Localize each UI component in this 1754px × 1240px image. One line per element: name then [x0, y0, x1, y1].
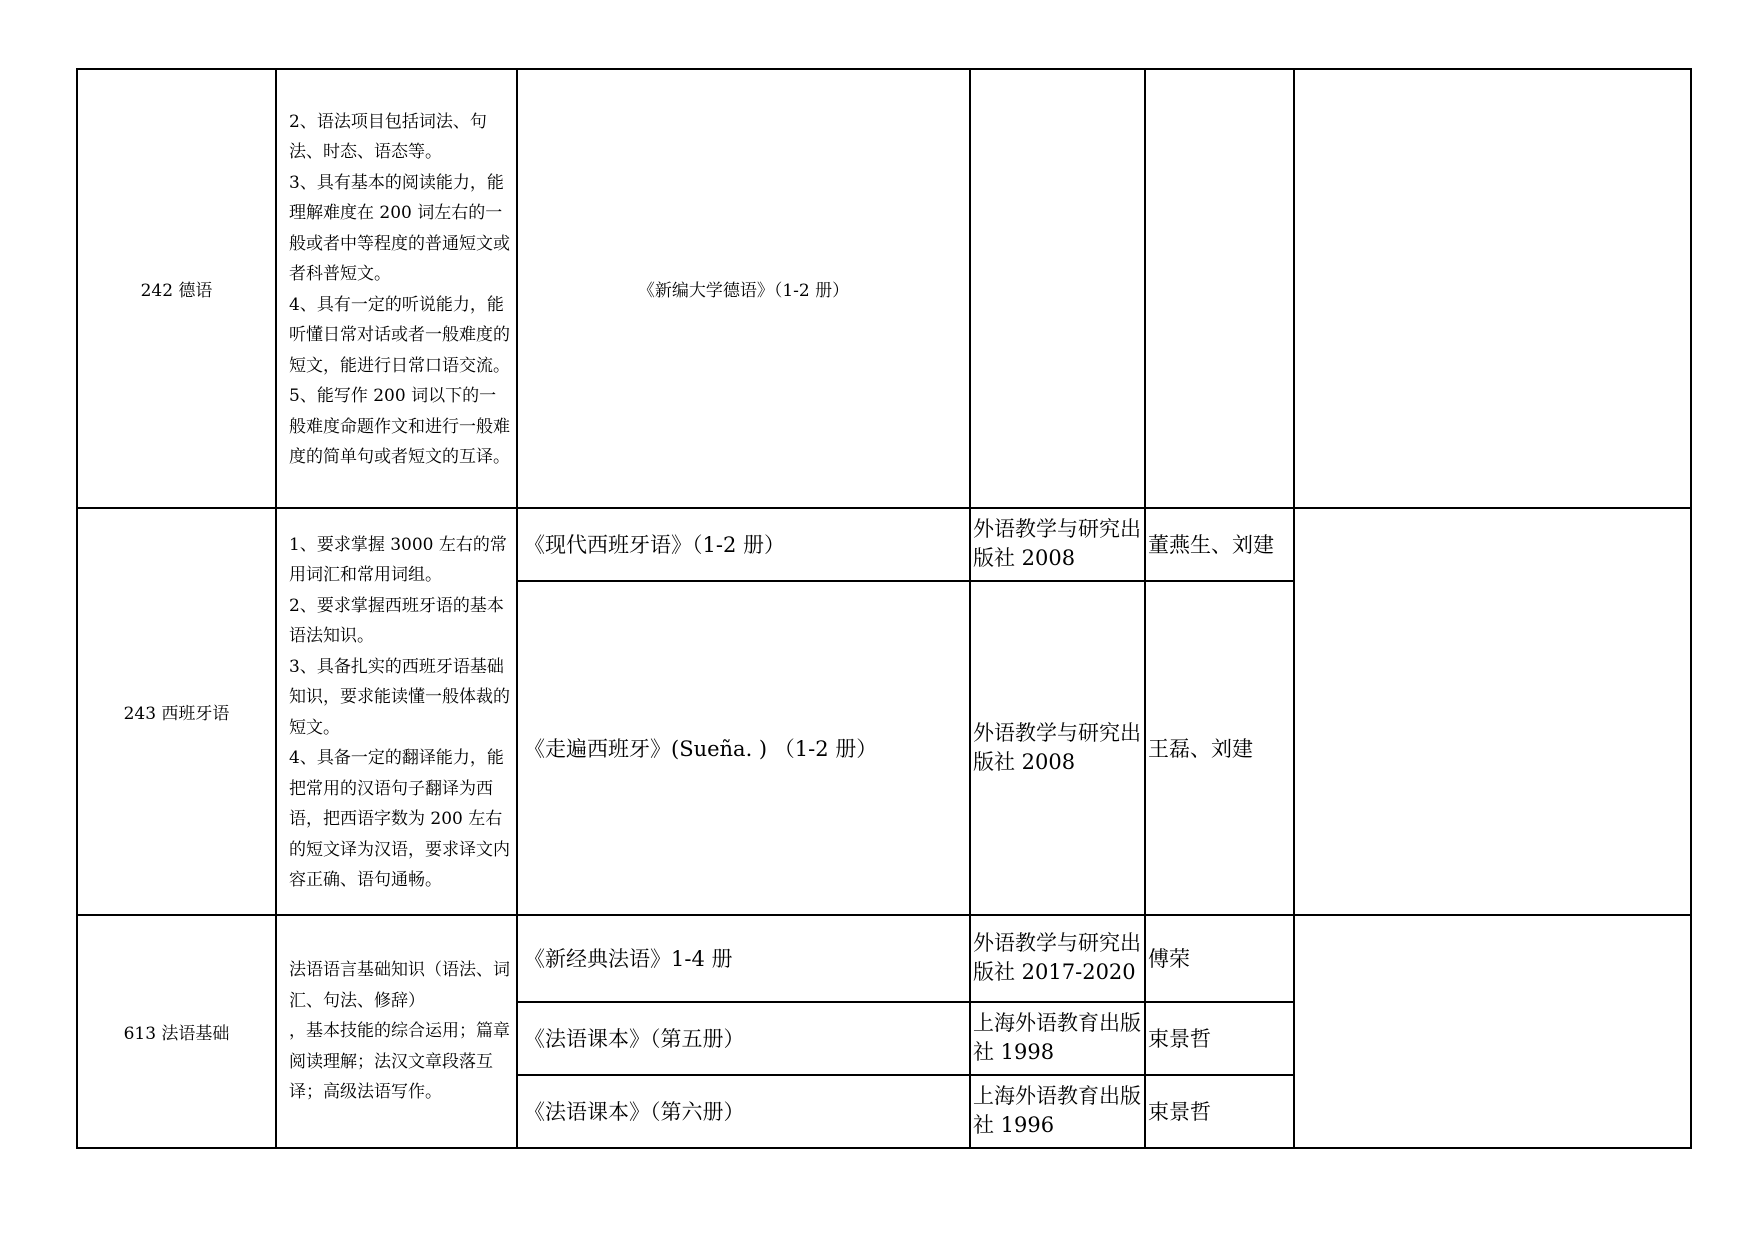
requirement-item: 法语语言基础知识（语法、词汇、句法、修辞）	[289, 960, 510, 1011]
requirements-cell	[276, 508, 517, 915]
book-title-cell: 《法语课本》（第六册）	[517, 1075, 970, 1148]
book-title-cell: 《法语课本》（第五册）	[517, 1002, 970, 1075]
book-title-cell: 《现代西班牙语》（1-2 册）	[517, 508, 970, 581]
requirement-item: 2、要求掌握西班牙语的基本语法知识。	[289, 595, 504, 647]
requirements-cell	[276, 69, 517, 508]
requirement-item: ，基本技能的综合运用；篇章阅读理解；法汉文章段落互译；高级法语写作。	[289, 1021, 510, 1103]
table-row-spanish-1	[77, 508, 1691, 581]
requirements-cell	[276, 915, 517, 1148]
table-row-german	[77, 69, 1691, 508]
publisher-cell	[970, 69, 1145, 508]
requirement-item: 4、具备一定的翻译能力，能把常用的汉语句子翻译为西语，把西语字数为 200 左右的短文译为汉语，要求译文内容正确、语句通畅。	[289, 748, 510, 891]
author-cell: 束景哲	[1145, 1002, 1294, 1075]
subject-cell: 242 德语	[77, 69, 276, 508]
subject-cell: 243 西班牙语	[77, 508, 276, 915]
author-cell: 傅荣	[1145, 915, 1294, 1002]
book-title-cell: 《走遍西班牙》(Sueña. ) （1-2 册）	[517, 581, 970, 915]
table-row-french-1	[77, 915, 1691, 1002]
author-cell	[1145, 69, 1294, 508]
publisher-cell: 上海外语教育出版社 1998	[970, 1002, 1145, 1075]
requirement-item: 3、具有基本的阅读能力，能理解难度在 200 词左右的一般或者中等程度的普通短文或者科普短文。	[289, 172, 510, 285]
publisher-cell: 上海外语教育出版社 1996	[970, 1075, 1145, 1148]
requirement-item: 2、语法项目包括词法、句法、时态、语态等。	[289, 111, 487, 163]
syllabus-table	[76, 68, 1692, 1149]
book-title-cell: 《新经典法语》1-4 册	[517, 915, 970, 1002]
notes-cell	[1294, 915, 1691, 1148]
requirement-item: 1、要求掌握 3000 左右的常用词汇和常用词组。	[289, 534, 507, 586]
subject-cell: 613 法语基础	[77, 915, 276, 1148]
requirement-item: 5、能写作 200 词以下的一般难度命题作文和进行一般难度的简单句或者短文的互译。	[289, 386, 510, 468]
author-cell: 束景哲	[1145, 1075, 1294, 1148]
publisher-cell: 外语教学与研究出版社 2017-2020	[970, 915, 1145, 1002]
author-cell: 董燕生、刘建	[1145, 508, 1294, 581]
notes-cell	[1294, 69, 1691, 508]
requirement-item: 4、具有一定的听说能力，能听懂日常对话或者一般难度的短文，能进行日常口语交流。	[289, 294, 510, 376]
publisher-cell: 外语教学与研究出版社 2008	[970, 581, 1145, 915]
requirement-item: 3、具备扎实的西班牙语基础知识，要求能读懂一般体裁的短文。	[289, 656, 510, 738]
publisher-cell: 外语教学与研究出版社 2008	[970, 508, 1145, 581]
book-title-cell: 《新编大学德语》（1-2 册）	[517, 69, 970, 508]
author-cell: 王磊、刘建	[1145, 581, 1294, 915]
notes-cell	[1294, 508, 1691, 915]
